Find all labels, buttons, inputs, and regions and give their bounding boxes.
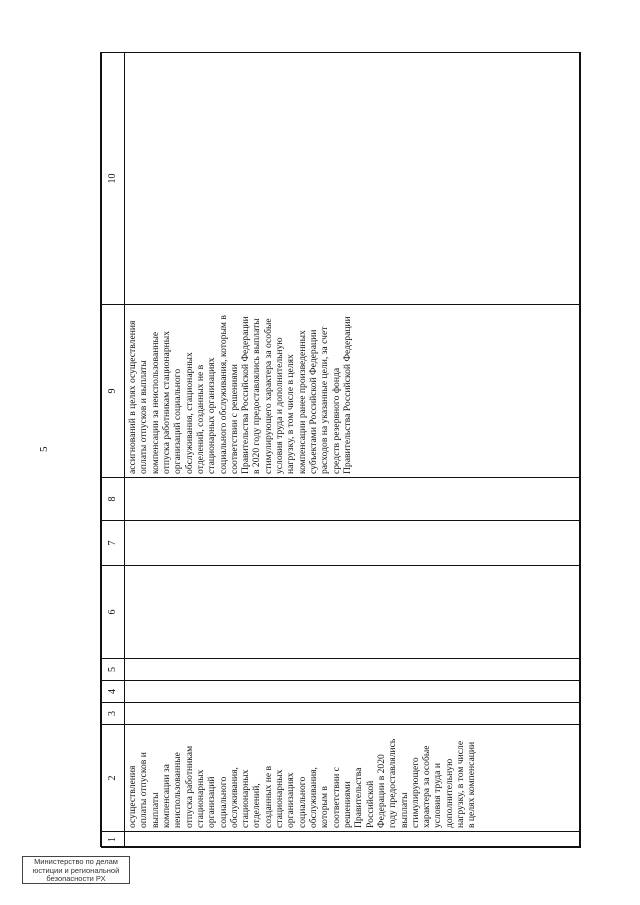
table-cell	[125, 53, 581, 305]
cell-text	[125, 659, 127, 680]
column-header: 3	[102, 703, 125, 725]
registration-stamp	[22, 856, 130, 884]
column-header: 9	[102, 305, 125, 478]
table-cell	[125, 305, 581, 478]
cell-text	[125, 521, 127, 565]
cell-text	[125, 478, 127, 520]
table-cell	[125, 478, 581, 521]
stamp-line: безопасности РХ	[46, 874, 106, 884]
column-header: 6	[102, 566, 125, 659]
table-frame	[100, 52, 580, 847]
table-cell	[125, 703, 581, 725]
stamp-line: Министерство по делам	[34, 857, 118, 866]
column-header: 2	[102, 725, 125, 832]
data-table	[101, 52, 581, 848]
column-header: 8	[102, 478, 125, 521]
table-cell	[125, 832, 581, 848]
cell-text: ассигнований в целях осуществления оплаты отпусков и выплаты компенсации за неиспользованные отпуска работникам стационарных организаций социального обслуживания, стационарных отделений, созданных не в стационарных организациях социального обслуживания, которым в соответствии с решениями Правительства Российской Федерации в 2020 году предоставлялись выплаты стимулирующего характера за особые условия труда и дополнительную нагрузку, в том числе в целях компенсации ранее произведенных субъектами Российской Федерации расходов на указанные цели, за счет средств резервного фонда Правительства Российской Федерации	[127, 315, 353, 474]
header-row	[102, 53, 125, 848]
cell-text: осуществления оплаты отпусков и выплаты компенсации за неиспользованные отпуска работникам стационарных организаций социального обслуживания, стационарных отделений, созданных не в стационарных организациях социального обслуживания, которым в соответствии с решениями Правительства Российской Федерации в 2020 году предоставлялись выплаты стимулирующего характера за особые условия труда и дополнительную нагрузку, в том числе в целях компенсации	[127, 738, 478, 828]
table-cell	[125, 521, 581, 566]
column-header: 4	[102, 681, 125, 703]
table-cell	[125, 566, 581, 659]
stamp-line: юстиции и региональной	[32, 865, 120, 875]
column-header: 7	[102, 521, 125, 566]
rotated-table-container	[101, 53, 581, 848]
cell-text	[125, 703, 127, 724]
table-cell	[125, 681, 581, 703]
column-header: 10	[102, 53, 125, 305]
column-header: 5	[102, 659, 125, 681]
page-number: 5	[38, 446, 50, 452]
cell-text	[125, 681, 127, 702]
cell-text	[125, 566, 127, 658]
cell-text	[125, 53, 127, 304]
table-cell	[125, 659, 581, 681]
table-cell	[125, 725, 581, 832]
cell-text	[125, 832, 127, 847]
column-header: 1	[102, 832, 125, 848]
table-row	[125, 53, 581, 848]
